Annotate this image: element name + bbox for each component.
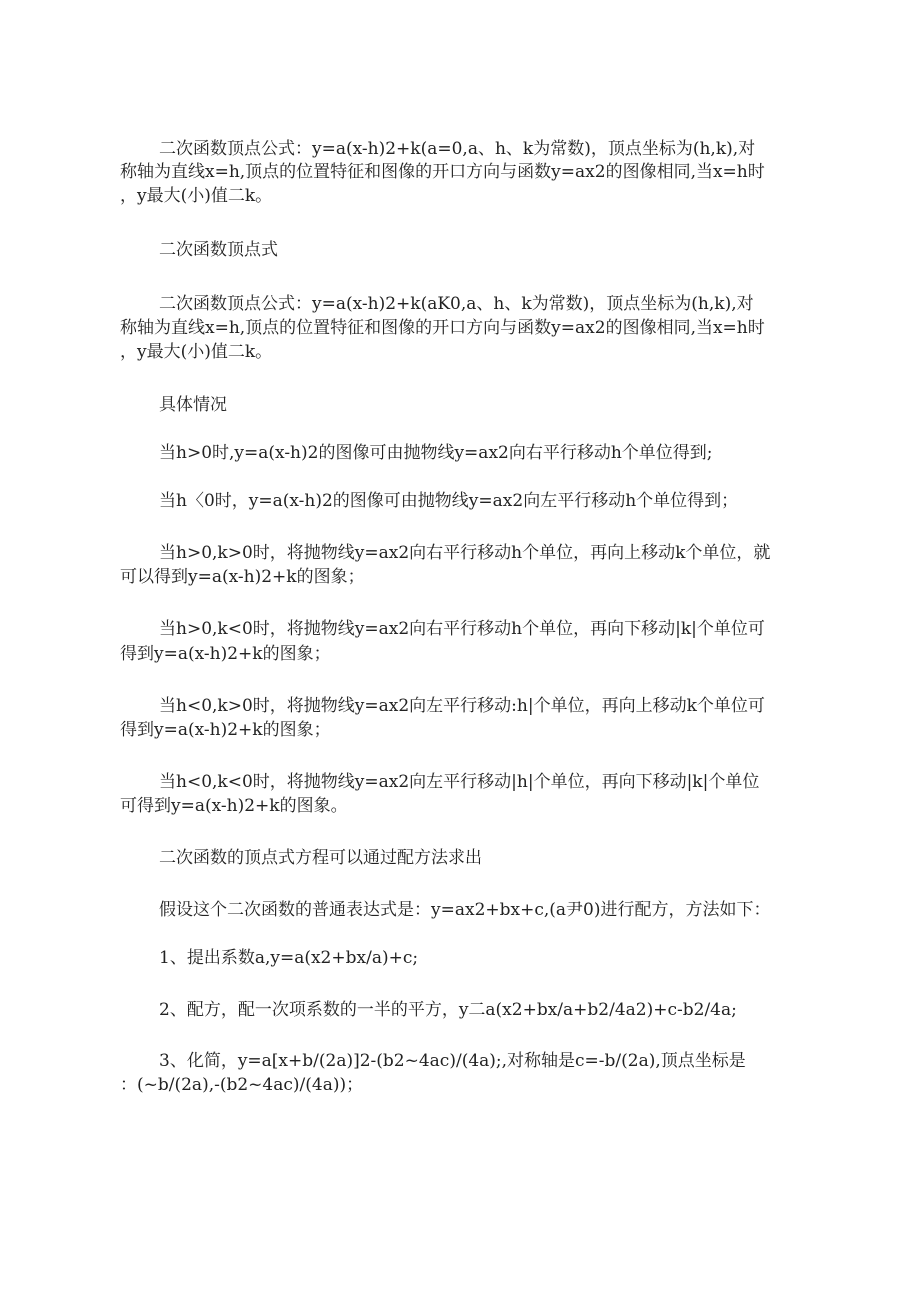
- step-3-line-2: ：(~b/(2a),-(b2~4ac)/(4a))；: [120, 1075, 364, 1095]
- paragraph-1-line-2: 称轴为直线x=h,顶点的位置特征和图像的开口方向与函数y=ax2的图像相同,当x=h时: [120, 162, 765, 182]
- step-3-line-1: 3、化简，y=a[x+b/(2a)]2-(b2~4ac)/(4a);,对称轴是c=-b/(2a),顶点坐标是: [159, 1051, 746, 1071]
- paragraph-3-line-3: ，y最大(小)值二k。: [120, 342, 273, 362]
- case-h-neg-k-pos-line-1: 当h<0,k>0时，将抛物线y=ax2向左平行移动:h|个单位，再向上移动k个单位可: [159, 696, 765, 716]
- section-heading-completing-square: 二次函数的顶点式方程可以通过配方法求出: [159, 848, 482, 868]
- step-1: 1、提出系数a,y=a(x2+bx/a)+c;: [159, 948, 419, 968]
- section-heading-specific-cases: 具体情况: [159, 395, 227, 415]
- case-h-positive: 当h>0时,y=a(x-h)2的图像可由抛物线y=ax2向右平行移动h个单位得到;: [159, 443, 713, 463]
- general-expression-intro: 假设这个二次函数的普通表达式是：y=ax2+bx+c,(a尹0)进行配方，方法如下：: [159, 900, 771, 920]
- case-h-negative: 当h〈0时，y=a(x-h)2的图像可由抛物线y=ax2向左平行移动h个单位得到；: [159, 491, 739, 511]
- step-2: 2、配方，配一次项系数的一半的平方，y二a(x2+bx/a+b2/4a2)+c-b2/4a;: [159, 1000, 737, 1020]
- paragraph-3-line-1: 二次函数顶点公式：y=a(x-h)2+k(aK0,a、h、k为常数)，顶点坐标为(h,k),对: [159, 294, 754, 314]
- paragraph-1-line-3: ，y最大(小)值二k。: [120, 186, 273, 206]
- case-h-neg-k-neg-line-1: 当h<0,k<0时，将抛物线y=ax2向左平行移动|h|个单位，再向下移动|k|个单位: [159, 772, 760, 792]
- case-h-pos-k-pos-line-1: 当h>0,k>0时，将抛物线y=ax2向右平行移动h个单位，再向上移动k个单位，就: [159, 543, 771, 563]
- case-h-pos-k-neg-line-1: 当h>0,k<0时，将抛物线y=ax2向右平行移动h个单位，再向下移动|k|个单位可: [159, 619, 765, 639]
- case-h-neg-k-pos-line-2: 得到y=a(x-h)2+k的图象；: [120, 720, 331, 740]
- paragraph-1-line-1: 二次函数顶点公式：y=a(x-h)2+k(a=0,a、h、k为常数)，顶点坐标为(h,k),对: [159, 139, 756, 159]
- case-h-pos-k-neg-line-2: 得到y=a(x-h)2+k的图象；: [120, 644, 331, 664]
- case-h-neg-k-neg-line-2: 可得到y=a(x-h)2+k的图象。: [120, 796, 348, 816]
- paragraph-3-line-2: 称轴为直线x=h,顶点的位置特征和图像的开口方向与函数y=ax2的图像相同,当x=h时: [120, 318, 765, 338]
- section-heading-vertex-form: 二次函数顶点式: [159, 240, 278, 260]
- case-h-pos-k-pos-line-2: 可以得到y=a(x-h)2+k的图象；: [120, 567, 365, 587]
